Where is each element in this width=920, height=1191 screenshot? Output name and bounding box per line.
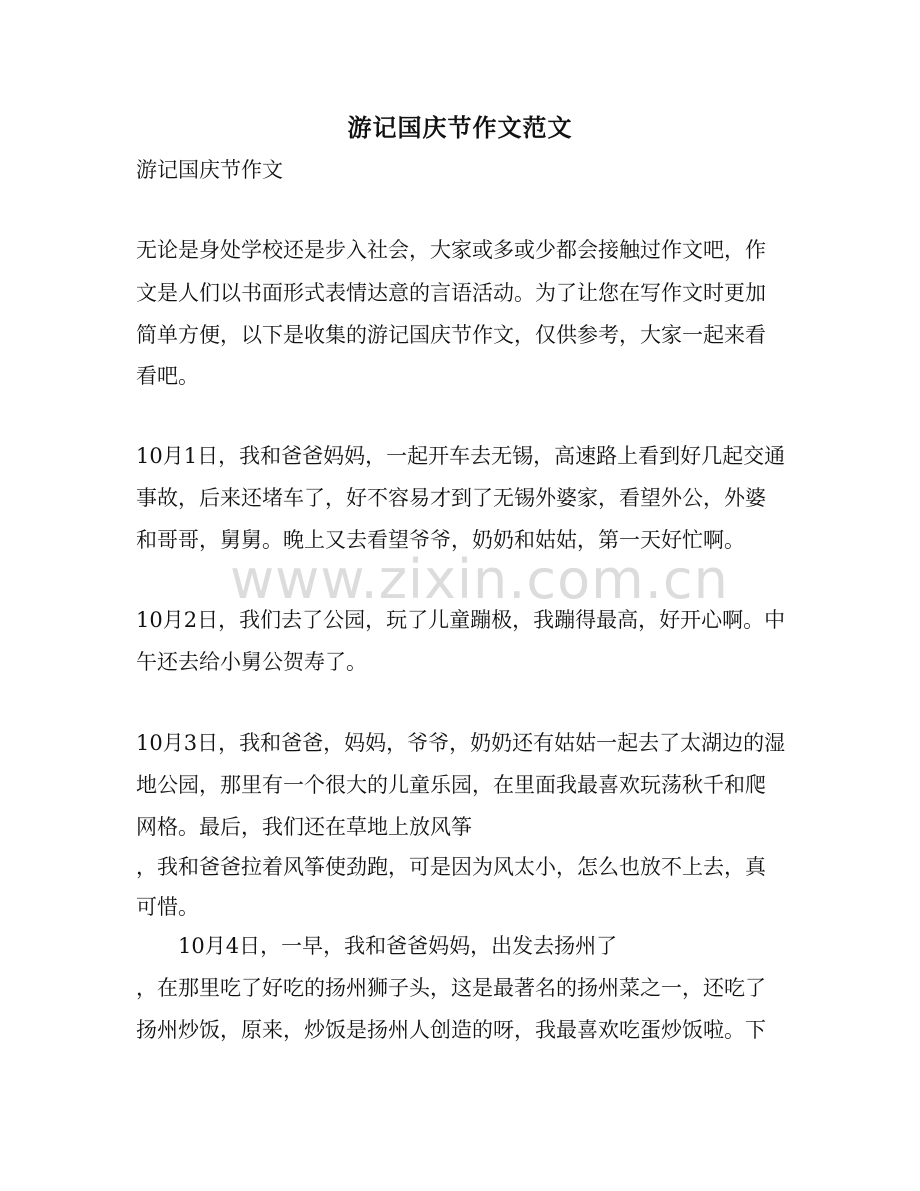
paragraph-line: 10月4日，一早，我和爸爸妈妈，出发去扬州了 [178,934,618,958]
paragraph-line: 事故，后来还堵车了，好不容易才到了无锡外婆家，看望外公，外婆 [136,486,766,510]
paragraph-line: 地公园，那里有一个很大的儿童乐园，在里面我最喜欢玩荡秋千和爬 [136,773,766,797]
document-title: 游记国庆节作文范文 [347,113,573,142]
paragraph-line: 10月1日，我和爸爸妈妈，一起开车去无锡，高速路上看到好几起交通 [136,444,786,468]
watermark: www.zixin.com.cn [230,548,729,611]
paragraph-line: 10月3日，我和爸爸，妈妈，爷爷，奶奶还有姑姑一起去了太湖边的湿 [136,731,786,755]
subtitle: 游记国庆节作文 [136,158,283,182]
paragraph-line: 文是人们以书面形式表情达意的言语活动。为了让您在写作文时更加 [136,281,766,305]
paragraph-line: 网格。最后，我们还在草地上放风筝 [136,815,472,839]
paragraph-line: 午还去给小舅公贺寿了。 [136,650,367,674]
paragraph-line: 可惜。 [136,895,199,919]
paragraph-line: 无论是身处学校还是步入社会，大家或多或少都会接触过作文吧，作 [136,238,766,262]
paragraph-line: 看吧。 [136,364,199,388]
paragraph-line: ，在那里吃了好吃的扬州狮子头，这是最著名的扬州菜之一，还吃了 [136,976,766,1000]
paragraph-line: 简单方便，以下是收集的游记国庆节作文，仅供参考，大家一起来看 [136,323,766,347]
paragraph-line: ，我和爸爸拉着风筝使劲跑，可是因为风太小，怎么也放不上去，真 [136,855,766,879]
paragraph-line: 10月2日，我们去了公园，玩了儿童蹦极，我蹦得最高，好开心啊。中 [136,608,786,632]
paragraph-line: 和哥哥，舅舅。晚上又去看望爷爷，奶奶和姑姑，第一天好忙啊。 [136,528,745,552]
paragraph-line: 扬州炒饭，原来，炒饭是扬州人创造的呀，我最喜欢吃蛋炒饭啦。下 [136,1018,766,1042]
